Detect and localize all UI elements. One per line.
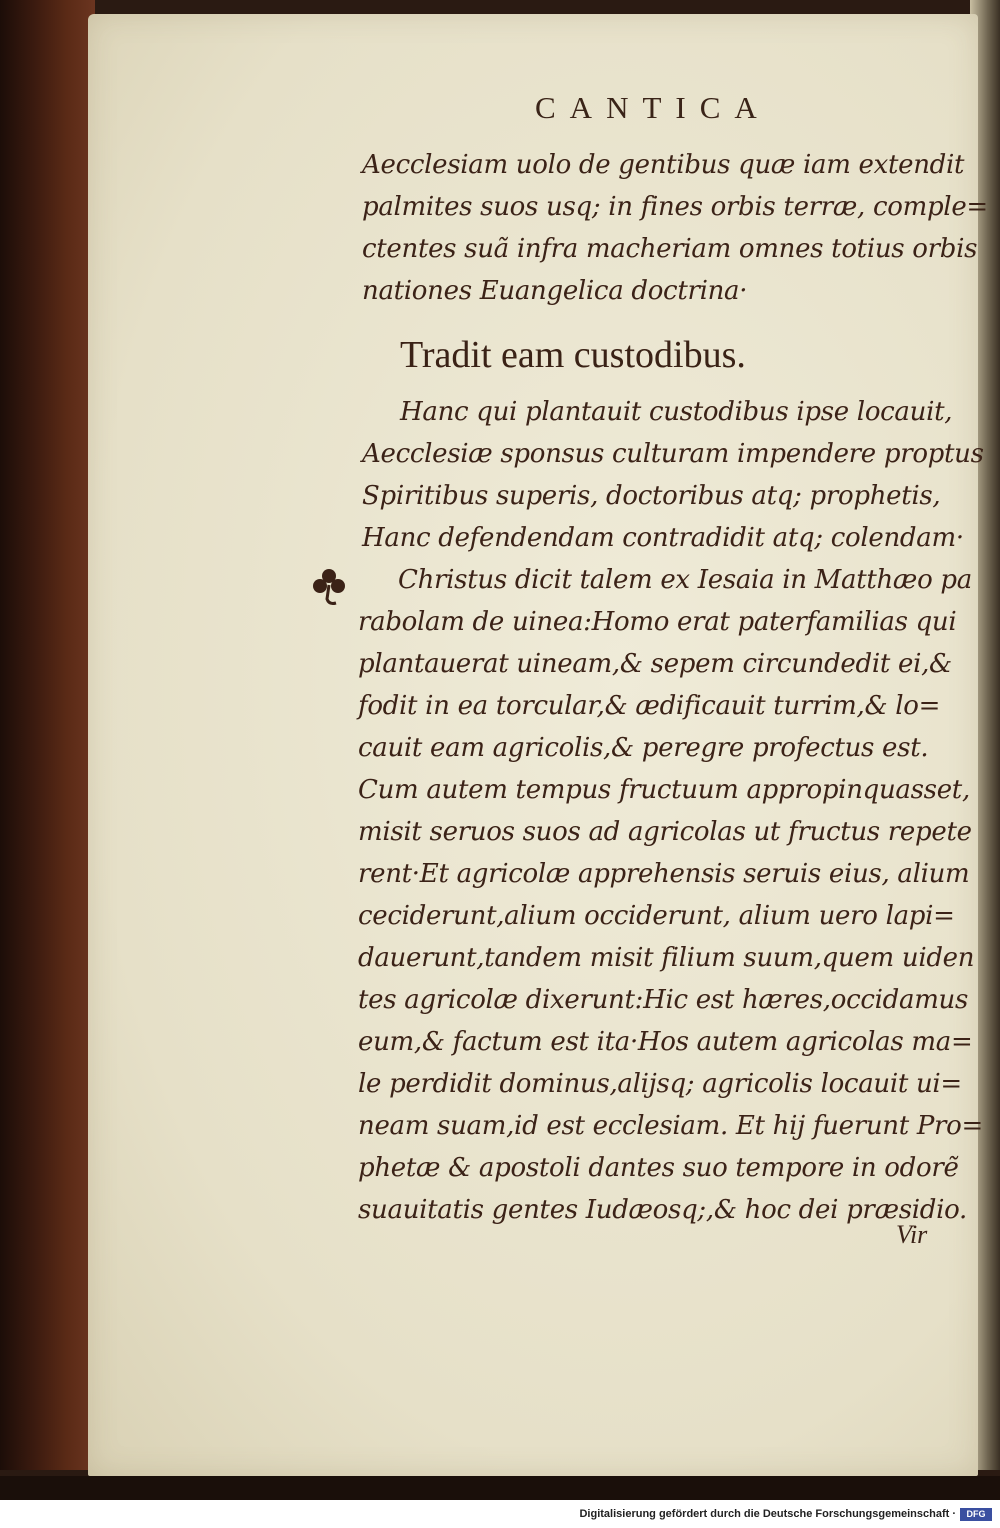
text-line: Aecclesiam uolo de gentibus quæ iam extendit (362, 150, 965, 180)
text-line: nationes Euangelica doctrina· (362, 276, 748, 306)
body-line: rent·Et agricolæ apprehensis seruis eius, alium (358, 859, 970, 889)
text-line: ctentes suã infra macheriam omnes totius orbis (362, 234, 978, 264)
body-line: cauit eam agricolis,& peregre profectus est. (358, 733, 929, 763)
section-heading: Tradit eam custodibus. (400, 334, 746, 376)
body-line: Cum autem tempus fructuum appropinquasset, (358, 775, 970, 805)
body-line: Christus dicit talem ex Iesaia in Matthæo pa (398, 565, 972, 595)
body-line: neam suam,id est ecclesiam. Et hij fuerunt Pro= (358, 1111, 984, 1141)
verse-line: Spiritibus superis, doctoribus atq; prophetis, (362, 481, 941, 511)
body-line: rabolam de uinea:Homo erat paterfamilias qui (358, 607, 957, 637)
body-line: le perdidit dominus,alijsq; agricolis locauit ui= (358, 1069, 962, 1099)
catchword: Vir (896, 1220, 928, 1249)
body-line: suauitatis gentes Iudæosq;,& hoc dei præsidio. (358, 1195, 967, 1225)
verse-line: Aecclesiæ sponsus culturam impendere proptus (362, 439, 984, 469)
dfg-logo-icon: DFG (960, 1508, 992, 1521)
body-line: misit seruos suos ad agricolas ut fructus repete (358, 817, 972, 847)
scan-bottom-edge (0, 1476, 1000, 1500)
body-line: plantauerat uineam,& sepem circundedit ei,& (358, 649, 952, 679)
text-line: palmites suos usq; in fines orbis terræ, comple= (362, 192, 988, 222)
body-line: ceciderunt,alium occiderunt, alium uero lapi= (358, 901, 955, 931)
verse-line: Hanc defendendam contradidit atq; colendam· (362, 523, 964, 553)
body-line: fodit in ea torcular,& ædificauit turrim,& lo= (358, 691, 941, 721)
body-line: eum,& factum est ita·Hos autem agricolas ma= (358, 1027, 973, 1057)
body-line: dauerunt,tandem misit filium suum,quem uiden (358, 943, 975, 973)
funding-credit: Digitalisierung gefördert durch die Deutsche Forschungsgemeinschaft · (579, 1508, 956, 1520)
club-icon (310, 565, 348, 609)
body-line: phetæ & apostoli dantes suo tempore in odorẽ (358, 1153, 959, 1183)
book-binding (0, 0, 95, 1470)
running-head: CANTICA (535, 90, 771, 125)
verse-line: Hanc qui plantauit custodibus ipse locauit, (400, 397, 953, 427)
body-line: tes agricolæ dixerunt:Hic est hæres,occidamus (358, 985, 969, 1015)
